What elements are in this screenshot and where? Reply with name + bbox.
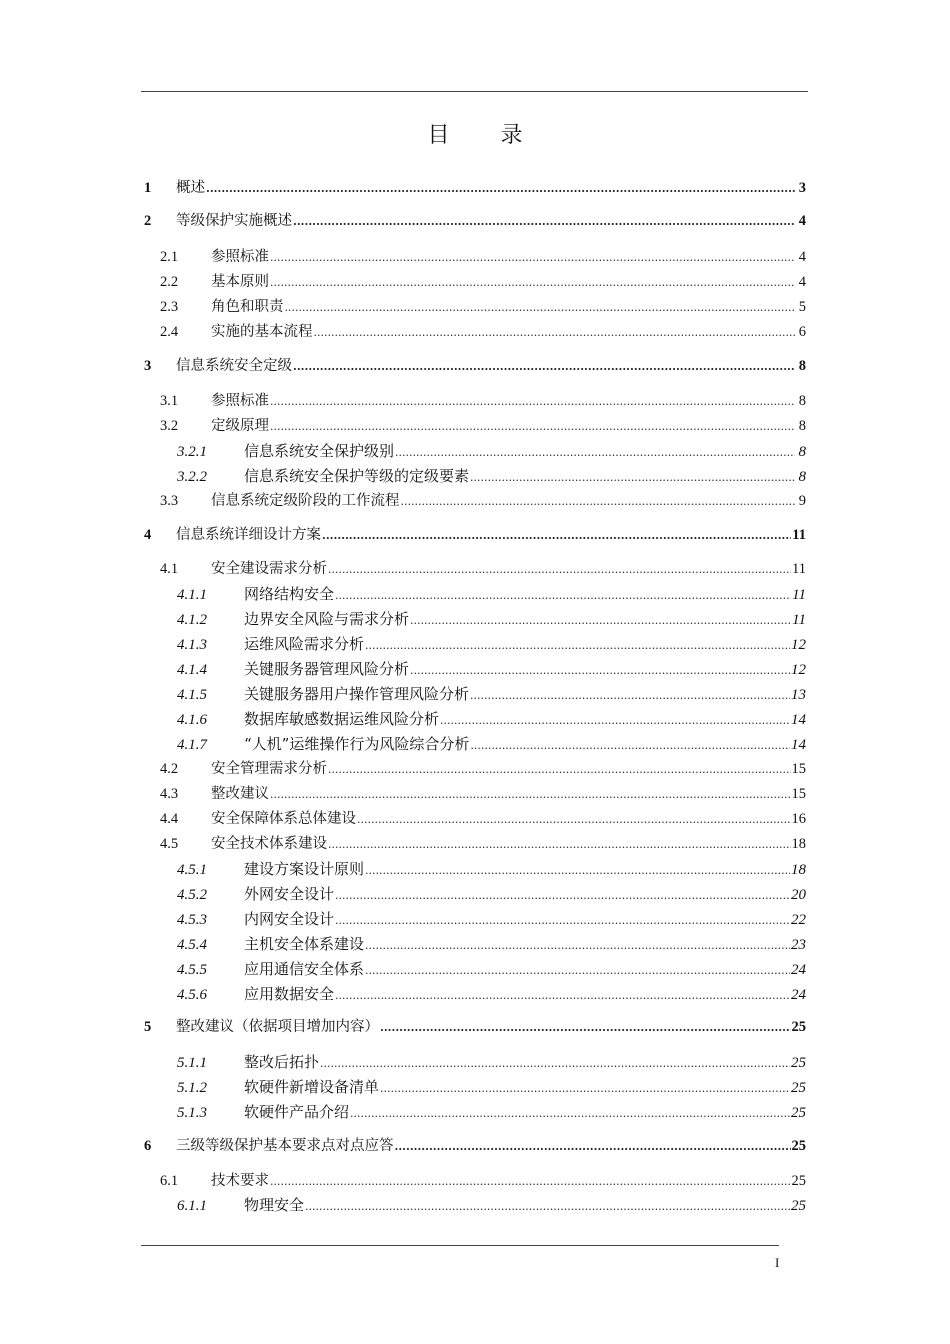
toc-dot-leader xyxy=(440,710,790,732)
toc-entry[interactable] xyxy=(177,958,806,980)
toc-entry-label: 定级原理 xyxy=(211,418,269,434)
toc-entry-page: 24 xyxy=(791,987,806,1003)
toc-entry-label: 信息系统安全保护级别 xyxy=(244,442,395,460)
toc-entry-page: 4 xyxy=(798,274,806,290)
toc-entry-label: “人机”运维操作行为风险综合分析 xyxy=(244,735,470,753)
footer-rule xyxy=(141,1245,779,1246)
toc-entry[interactable] xyxy=(160,246,806,268)
toc-entry-number: 5.1.1 xyxy=(177,1055,207,1071)
toc-entry[interactable] xyxy=(160,390,806,412)
toc-entry-label: 技术要求 xyxy=(211,1173,269,1189)
toc-dot-leader xyxy=(335,985,790,1007)
toc-dot-leader xyxy=(357,809,791,831)
toc-entry[interactable] xyxy=(177,933,806,955)
toc-entry-page: 15 xyxy=(791,786,806,802)
toc-entry-label: 边界安全风险与需求分析 xyxy=(244,610,410,628)
toc-entry-page: 25 xyxy=(791,1105,806,1121)
toc-entry-number: 4.4 xyxy=(160,811,179,827)
toc-entry-label: 关键服务器用户操作管理风险分析 xyxy=(244,685,470,703)
toc-entry-page: 8 xyxy=(798,358,806,374)
toc-entry[interactable] xyxy=(160,833,806,855)
page-title: 目 录 xyxy=(427,123,545,148)
toc-entry-page: 25 xyxy=(791,1173,806,1189)
toc-dot-leader xyxy=(270,391,795,413)
toc-entry-label: 安全管理需求分析 xyxy=(211,761,327,777)
toc-entry[interactable] xyxy=(177,1194,806,1216)
toc-entry-number: 4.1.3 xyxy=(177,637,207,653)
toc-entry-page: 24 xyxy=(791,962,806,978)
toc-entry-number: 3.3 xyxy=(160,493,179,509)
toc-entry[interactable] xyxy=(160,415,806,437)
toc-entry[interactable] xyxy=(144,210,806,232)
toc-dot-leader xyxy=(401,491,796,513)
toc-entry[interactable] xyxy=(177,983,806,1005)
toc-entry-page: 8 xyxy=(798,444,806,460)
toc-dot-leader xyxy=(365,960,790,982)
toc-dot-leader xyxy=(270,1171,791,1193)
toc-entry-label: 等级保护实施概述 xyxy=(176,213,292,229)
toc-entry-number: 2 xyxy=(144,213,152,229)
toc-entry-label: 整改建议 xyxy=(211,786,269,802)
toc-entry-number: 3.1 xyxy=(160,393,179,409)
toc-entry-page: 14 xyxy=(791,737,806,753)
toc-dot-leader xyxy=(410,610,791,632)
toc-dot-leader xyxy=(270,784,791,806)
toc-entry-page: 4 xyxy=(798,213,806,229)
toc-entry-page: 11 xyxy=(792,612,806,628)
toc-entry-page: 25 xyxy=(791,1055,806,1071)
toc-entry-number: 5 xyxy=(144,1019,152,1035)
toc-entry-number: 4.1.2 xyxy=(177,612,207,628)
toc-entry-number: 4 xyxy=(144,527,152,543)
toc-entry[interactable] xyxy=(177,583,806,605)
toc-entry-page: 8 xyxy=(798,393,806,409)
toc-entry-page: 8 xyxy=(798,469,806,485)
toc-dot-leader xyxy=(270,416,795,438)
toc-entry-number: 5.1.2 xyxy=(177,1080,207,1096)
toc-entry[interactable] xyxy=(177,1051,806,1073)
toc-dot-leader xyxy=(314,322,796,344)
toc-entry[interactable] xyxy=(160,758,806,780)
toc-entry-label: 运维风险需求分析 xyxy=(244,635,365,653)
toc-entry-label: 内网安全设计 xyxy=(244,910,335,928)
toc-entry-label: 关键服务器管理风险分析 xyxy=(244,660,410,678)
toc-entry-page: 9 xyxy=(798,493,806,509)
toc-entry-number: 2.3 xyxy=(160,299,179,315)
toc-entry-label: 安全建设需求分析 xyxy=(211,561,327,577)
toc-entry-page: 3 xyxy=(798,180,806,196)
toc-entry-page: 5 xyxy=(798,299,806,315)
toc-entry[interactable] xyxy=(177,683,806,705)
toc-entry-label: 概述 xyxy=(176,180,205,196)
toc-dot-leader xyxy=(410,660,790,682)
toc-entry-label: 基本原则 xyxy=(211,274,269,290)
toc-entry-label: 信息系统详细设计方案 xyxy=(176,527,321,543)
toc-entry[interactable] xyxy=(144,355,806,377)
toc-dot-leader xyxy=(335,885,790,907)
toc-entry-label: 安全技术体系建设 xyxy=(211,836,327,852)
toc-entry-page: 11 xyxy=(792,561,806,577)
toc-entry-page: 25 xyxy=(791,1019,806,1035)
toc-entry-number: 4.5.6 xyxy=(177,987,207,1003)
toc-entry-number: 4.1.6 xyxy=(177,712,207,728)
toc-entry-page: 13 xyxy=(791,687,806,703)
toc-dot-leader xyxy=(365,935,790,957)
page-number: I xyxy=(775,1255,780,1270)
toc-entry[interactable] xyxy=(144,177,806,199)
toc-dot-leader xyxy=(305,1196,790,1218)
toc-entry-label: 角色和职责 xyxy=(211,299,284,315)
toc-entry-number: 3.2.1 xyxy=(177,444,207,460)
toc-dot-leader xyxy=(470,735,790,757)
toc-entry[interactable] xyxy=(177,858,806,880)
toc-entry-page: 22 xyxy=(791,912,806,928)
toc-entry-label: 应用通信安全体系 xyxy=(244,960,365,978)
toc-entry-label: 建设方案设计原则 xyxy=(244,860,365,878)
toc-dot-leader xyxy=(293,356,795,378)
toc-dot-leader xyxy=(270,272,795,294)
toc-entry-label: 整改建议（依据项目增加内容） xyxy=(176,1019,379,1035)
toc-entry[interactable] xyxy=(177,708,806,730)
toc-dot-leader xyxy=(395,442,795,464)
toc-entry-page: 23 xyxy=(791,937,806,953)
toc-entry[interactable] xyxy=(160,296,806,318)
toc-entry[interactable] xyxy=(177,1101,806,1123)
toc-dot-leader xyxy=(365,860,790,882)
toc-entry[interactable] xyxy=(160,1170,806,1192)
toc-entry[interactable] xyxy=(160,558,806,580)
toc-entry-label: 参照标准 xyxy=(211,249,269,265)
toc-entry-number: 4.1.7 xyxy=(177,737,207,753)
toc-entry-number: 5.1.3 xyxy=(177,1105,207,1121)
toc-entry-number: 4.1.5 xyxy=(177,687,207,703)
toc-entry-label: 主机安全体系建设 xyxy=(244,935,365,953)
toc-entry-label: 网络结构安全 xyxy=(244,585,335,603)
toc-entry-number: 6.1 xyxy=(160,1173,179,1189)
toc-dot-leader xyxy=(335,585,791,607)
toc-entry[interactable] xyxy=(160,321,806,343)
toc-entry-label: 三级等级保护基本要求点对点应答 xyxy=(176,1138,394,1154)
toc-entry-page: 8 xyxy=(798,418,806,434)
toc-entry-number: 2.4 xyxy=(160,324,179,340)
toc-entry-page: 4 xyxy=(798,249,806,265)
toc-entry-number: 4.5.5 xyxy=(177,962,207,978)
toc-entry-label: 安全保障体系总体建设 xyxy=(211,811,356,827)
toc-dot-leader xyxy=(285,297,796,319)
toc-entry-number: 2.2 xyxy=(160,274,179,290)
toc-entry-number: 4.3 xyxy=(160,786,179,802)
toc-entry[interactable] xyxy=(177,608,806,630)
toc-entry-page: 11 xyxy=(792,587,806,603)
toc-dot-leader xyxy=(350,1103,790,1125)
toc-entry-label: 数据库敏感数据运维风险分析 xyxy=(244,710,440,728)
toc-entry-label: 整改后拓扑 xyxy=(244,1053,320,1071)
toc-entry-page: 25 xyxy=(791,1080,806,1096)
toc-entry-label: 实施的基本流程 xyxy=(211,324,313,340)
toc-entry[interactable] xyxy=(160,271,806,293)
toc-dot-leader xyxy=(328,759,791,781)
toc-entry-number: 4.1.4 xyxy=(177,662,207,678)
toc-entry-page: 25 xyxy=(791,1198,806,1214)
toc-entry[interactable] xyxy=(177,733,806,755)
toc-entry-page: 11 xyxy=(792,527,806,543)
toc-entry[interactable] xyxy=(177,1076,806,1098)
toc-entry-number: 2.1 xyxy=(160,249,179,265)
toc-entry-page: 25 xyxy=(791,1138,806,1154)
toc-entry-number: 1 xyxy=(144,180,152,196)
toc-entry-number: 4.5.2 xyxy=(177,887,207,903)
toc-entry-number: 4.1.1 xyxy=(177,587,207,603)
toc-entry[interactable] xyxy=(177,883,806,905)
toc-entry-label: 信息系统安全定级 xyxy=(176,358,292,374)
toc-entry-number: 4.5.3 xyxy=(177,912,207,928)
toc-entry[interactable] xyxy=(177,465,806,487)
toc-dot-leader xyxy=(365,635,790,657)
toc-entry[interactable] xyxy=(177,908,806,930)
toc-entry-page: 12 xyxy=(791,637,806,653)
toc-dot-leader xyxy=(395,1136,791,1158)
header-rule xyxy=(141,91,808,92)
toc-dot-leader xyxy=(470,467,795,489)
toc-entry[interactable] xyxy=(144,1135,806,1157)
toc-dot-leader xyxy=(470,685,790,707)
toc-dot-leader xyxy=(293,211,795,233)
toc-entry-number: 3 xyxy=(144,358,152,374)
toc-entry-number: 6 xyxy=(144,1138,152,1154)
toc-entry[interactable] xyxy=(144,524,806,546)
toc-entry-number: 4.5.1 xyxy=(177,862,207,878)
toc-dot-leader xyxy=(322,525,791,547)
toc-entry-label: 信息系统安全保护等级的定级要素 xyxy=(244,467,470,485)
toc-entry-number: 4.2 xyxy=(160,761,179,777)
toc-entry-page: 6 xyxy=(798,324,806,340)
toc-entry-page: 20 xyxy=(791,887,806,903)
toc-entry-number: 4.5.4 xyxy=(177,937,207,953)
toc-entry-number: 3.2.2 xyxy=(177,469,207,485)
toc-entry-label: 外网安全设计 xyxy=(244,885,335,903)
toc-entry-page: 12 xyxy=(791,662,806,678)
toc-entry[interactable] xyxy=(160,490,806,512)
toc-entry-label: 参照标准 xyxy=(211,393,269,409)
toc-entry[interactable] xyxy=(144,1016,806,1038)
toc-entry-label: 物理安全 xyxy=(244,1196,305,1214)
toc-entry-number: 4.5 xyxy=(160,836,179,852)
toc-dot-leader xyxy=(328,834,791,856)
toc-entry-page: 14 xyxy=(791,712,806,728)
toc-dot-leader xyxy=(380,1017,791,1039)
toc-dot-leader xyxy=(335,910,790,932)
toc-dot-leader xyxy=(270,247,795,269)
toc-entry[interactable] xyxy=(177,658,806,680)
toc-entry-label: 信息系统定级阶段的工作流程 xyxy=(211,493,400,509)
toc-entry-label: 软硬件新增设备清单 xyxy=(244,1078,380,1096)
toc-entry-number: 4.1 xyxy=(160,561,179,577)
toc-entry-page: 18 xyxy=(791,862,806,878)
toc-entry-number: 6.1.1 xyxy=(177,1198,207,1214)
toc-entry-page: 16 xyxy=(791,811,806,827)
toc-entry-number: 3.2 xyxy=(160,418,179,434)
toc-dot-leader xyxy=(328,559,791,581)
toc-entry-label: 应用数据安全 xyxy=(244,985,335,1003)
toc-dot-leader xyxy=(206,178,795,200)
toc-entry[interactable] xyxy=(177,440,806,462)
toc-entry[interactable] xyxy=(160,783,806,805)
toc-entry-page: 18 xyxy=(791,836,806,852)
toc-entry-page: 15 xyxy=(791,761,806,777)
toc-entry[interactable] xyxy=(160,808,806,830)
toc-dot-leader xyxy=(380,1078,790,1100)
toc-entry[interactable] xyxy=(177,633,806,655)
toc-entry-label: 软硬件产品介绍 xyxy=(244,1103,350,1121)
toc-dot-leader xyxy=(320,1053,790,1075)
